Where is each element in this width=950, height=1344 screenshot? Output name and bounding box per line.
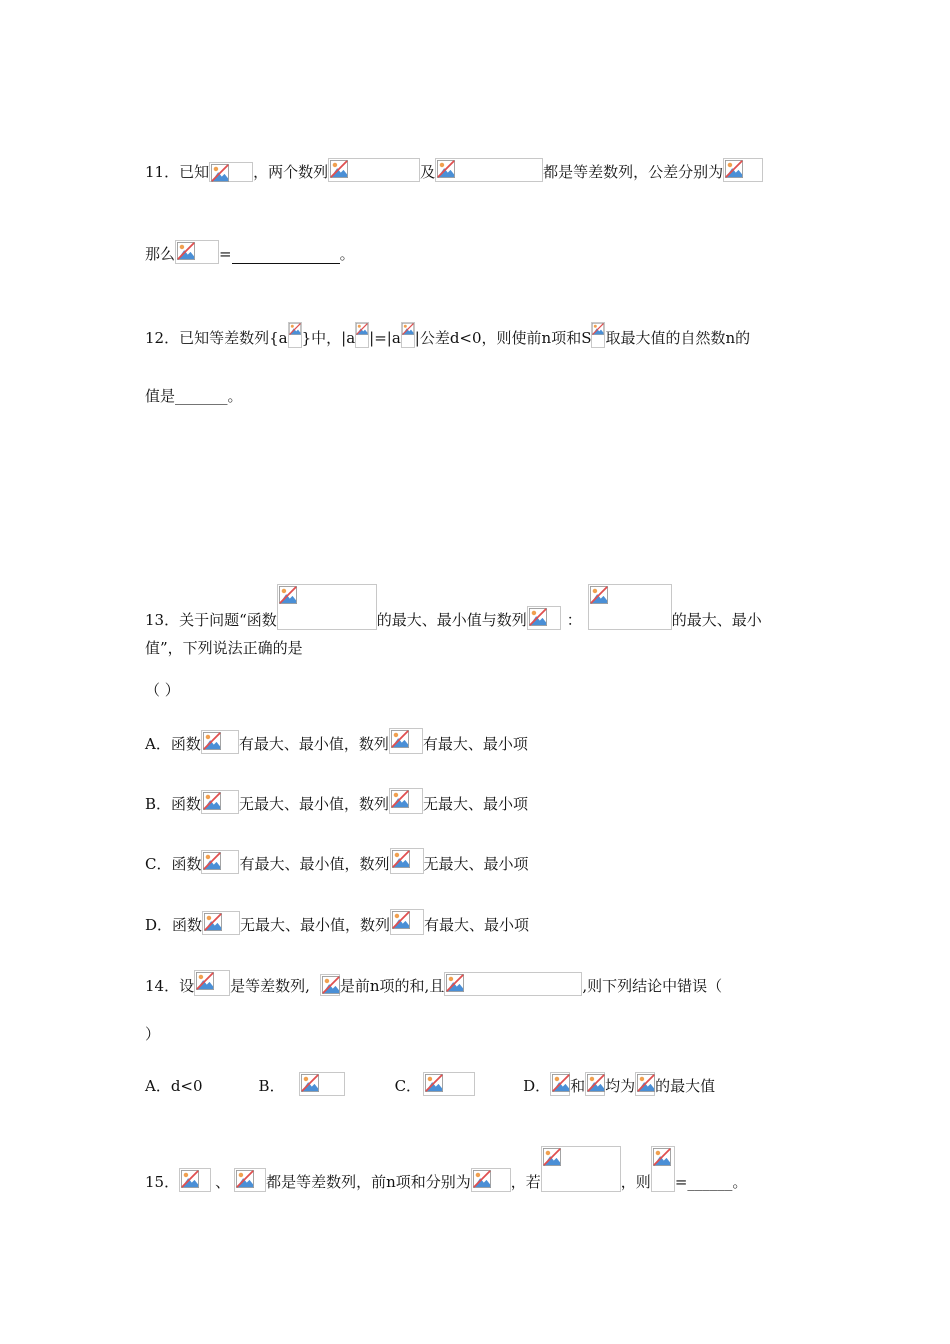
question-13-paren [145,680,180,700]
question-text: =______。 [674,1173,748,1191]
question-11-line-2 [145,240,355,264]
option-a: A．d<0 [145,1077,203,1095]
subscript-image-icon [401,322,415,348]
option-label: C．函数 [145,855,202,873]
formula-image-icon [201,850,239,874]
option-label: B．函数 [145,795,202,813]
question-text: 、 [215,1173,231,1191]
question-text: 。 [339,245,355,263]
question-text: ，则 [620,1173,651,1191]
answer-blank [232,249,340,264]
question-text: 都是等差数列，前n项和分别为 [266,1173,471,1191]
question-text: ） [145,1025,161,1043]
question-text: 关于问题“函数 [179,611,277,629]
question-number: 15． [145,1173,180,1191]
question-text: 的最大、最小值与数列 [376,611,527,629]
formula-image-icon [234,1168,266,1192]
formula-image-icon [585,1072,605,1096]
formula-image-icon [320,974,340,996]
formula-image-icon [389,728,423,754]
formula-image-icon [651,1146,675,1192]
question-text: 的最大、最小 [671,611,762,629]
option-text: 无最大、最小值，数列 [239,795,390,813]
option-text: 有最大、最小值，数列 [239,855,390,873]
formula-image-icon [390,909,424,935]
question-text: ，两个数列 [253,163,329,181]
question-text: 设 [179,977,195,995]
option-d: D． [523,1077,551,1095]
option-text: 和 [570,1077,586,1095]
formula-image-icon [541,1146,621,1192]
formula-image-icon [201,730,239,754]
answer-blank: _______ [175,387,228,405]
question-text: |公差d<0，则使前n项和S [414,329,592,347]
option-c: C． [394,1077,422,1095]
formula-image-icon [201,790,239,814]
option-d [145,909,529,935]
question-text: 已知 [179,163,210,181]
question-text: ,则下列结论中错误（ [582,977,723,995]
formula-image-icon [588,584,672,630]
formula-image-icon [328,158,420,182]
option-text: 有最大、最小项 [424,916,530,934]
question-text: 及 [420,163,436,181]
option-text: 无最大、最小项 [423,855,529,873]
question-text: 已知等差数列{a [179,329,288,347]
formula-image-icon [435,158,543,182]
question-text: 取最大值的自然数n的 [605,329,751,347]
question-14-line-1 [145,970,722,996]
formula-image-icon [209,162,253,182]
formula-image-icon [723,158,763,182]
formula-image-icon [471,1168,511,1192]
question-text: 是前n项的和,且 [339,977,445,995]
option-label: D．函数 [145,916,203,934]
option-text: 均为 [605,1077,636,1095]
formula-image-icon [444,972,582,996]
option-text: 无最大、最小值，数列 [240,916,391,934]
question-text: 值是 [145,387,176,405]
question-text: 那么 [145,245,176,263]
formula-image-icon [390,848,424,874]
formula-image-icon [179,1168,211,1192]
question-text: = [219,245,232,263]
formula-image-icon [299,1072,345,1096]
formula-image-icon [389,788,423,814]
option-text: 的最大值 [655,1077,716,1095]
question-12-line-2 [145,386,243,406]
question-14-line-2 [145,1024,160,1044]
option-b [145,788,528,814]
question-13-line-2 [145,638,303,658]
question-number: 13． [145,611,180,629]
subscript-image-icon [355,322,369,348]
formula-image-icon [277,584,377,630]
question-number: 12． [145,329,180,347]
question-12-line-1 [145,322,750,348]
formula-image-icon [175,240,219,264]
option-label: A．函数 [145,735,201,753]
option-text: 有最大、最小项 [422,735,528,753]
question-text: 是等差数列, [230,977,310,995]
formula-image-icon [423,1072,475,1096]
question-text: 都是等差数列，公差分别为 [543,163,724,181]
option-text: 无最大、最小项 [423,795,529,813]
option-text: 有最大、最小值，数列 [238,735,389,753]
question-text: |=|a [369,329,401,347]
question-text: 值”，下列说法正确的是 [145,639,303,657]
question-text: ： [566,611,582,629]
question-number: 11． [145,163,180,181]
option-c [145,848,529,874]
formula-image-icon [202,911,240,935]
question-text: ，若 [510,1173,541,1191]
question-text: }中，|a [301,329,356,347]
question-15-line-1 [145,1146,747,1192]
formula-image-icon [635,1072,655,1096]
question-text: 。 [227,387,243,405]
question-14-options [145,1072,715,1096]
formula-image-icon [527,606,561,630]
answer-paren: （ ） [145,681,180,699]
formula-image-icon [194,970,230,996]
question-11-line-1 [145,158,763,182]
option-a [145,728,528,754]
question-13-line-1 [145,584,762,630]
formula-image-icon [550,1072,570,1096]
option-b: B． [258,1077,285,1095]
subscript-image-icon [288,322,302,348]
question-number: 14． [145,977,180,995]
subscript-image-icon [591,322,605,348]
